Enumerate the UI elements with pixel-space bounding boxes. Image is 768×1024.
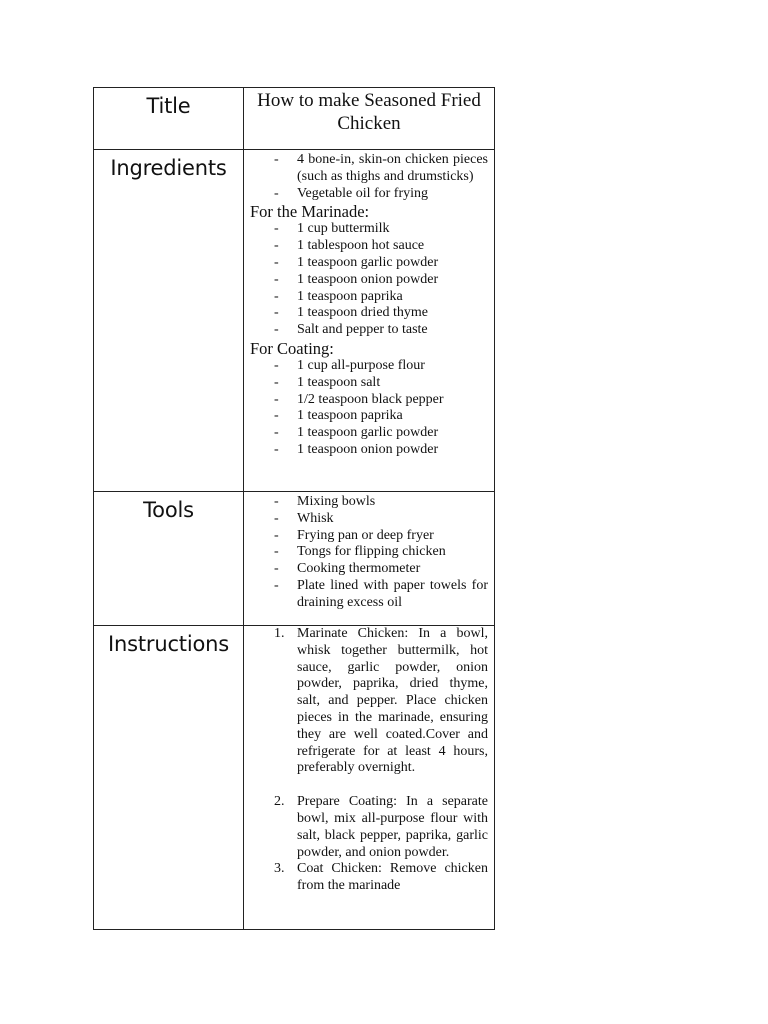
tools-list [250,494,488,612]
list-item: - 1 cup buttermilk [250,221,488,238]
marinade-list [250,221,488,339]
list-item: - Whisk [250,511,488,528]
coating-heading: For Coating: [250,338,334,358]
ingredients-row [94,150,495,492]
recipe-title: How to make Seasoned Fried Chicken [257,90,481,134]
recipe-table [93,87,495,930]
title-row [94,88,495,150]
step-number: 3. [274,861,285,877]
step-number: 1. [274,626,285,641]
list-item: - Salt and pepper to taste [250,322,488,339]
list-item: - 1 cup all-purpose flour [250,358,488,375]
list-item: - 1 teaspoon paprika [250,289,488,306]
list-item: - Vegetable oil for frying [250,186,488,203]
title-value-cell [244,88,495,150]
list-item: - Cooking thermometer [250,561,488,578]
main-ingredients-list [250,152,488,202]
list-item [250,861,488,895]
list-item: - 1 teaspoon onion powder [250,442,488,459]
list-item: - 1 teaspoon paprika [250,408,488,425]
list-item: - 1 tablespoon hot sauce [250,238,488,255]
instructions-list [250,626,488,895]
list-item: - 1 teaspoon dried thyme [250,305,488,322]
step-text: Coat Chicken: Remove chicken from the marinade [297,861,488,894]
list-item: - 1 teaspoon onion powder [250,272,488,289]
list-item: - Frying pan or deep fryer [250,528,488,545]
instructions-label: Instructions [108,632,229,656]
tools-label: Tools [143,498,194,522]
step-text: Marinate Chicken: In a bowl, whisk together buttermilk, hot sauce, garlic powder, onion powder, paprika, dried thyme, salt, and pepper. Place chicken pieces in the marinade, ensuring they are well coated.Cover and refrigerate for at least 4 hours, preferably overnight. [297,626,488,776]
instructions-label-cell [94,626,244,930]
marinade-heading: For the Marinade: [250,202,370,222]
list-item: - 1 teaspoon salt [250,375,488,392]
list-item: - Plate lined with paper towels for draining excess oil [250,578,488,612]
list-item: - 1 teaspoon garlic powder [250,255,488,272]
coating-list [250,358,488,459]
tools-content-cell [244,492,495,626]
list-item: - 4 bone-in, skin-on chicken pieces (such as thighs and drumsticks) [250,152,488,186]
instructions-content-cell [244,626,495,930]
step-text: Prepare Coating: In a separate bowl, mix all-purpose flour with salt, black pepper, paprika, garlic powder, and onion powder. [297,794,488,860]
list-item [250,626,488,777]
step-number: 2. [274,794,285,810]
ingredients-label: Ingredients [110,156,227,180]
tools-label-cell [94,492,244,626]
tools-row [94,492,495,626]
list-item: - 1 teaspoon garlic powder [250,425,488,442]
title-label-cell [94,88,244,150]
list-item: - Mixing bowls [250,494,488,511]
title-label: Title [146,94,191,118]
list-item [250,794,488,861]
ingredients-content-cell [244,150,495,492]
ingredients-label-cell [94,150,244,492]
list-item: - Tongs for flipping chicken [250,544,488,561]
list-item: - 1/2 teaspoon black pepper [250,392,488,409]
instructions-row [94,626,495,930]
